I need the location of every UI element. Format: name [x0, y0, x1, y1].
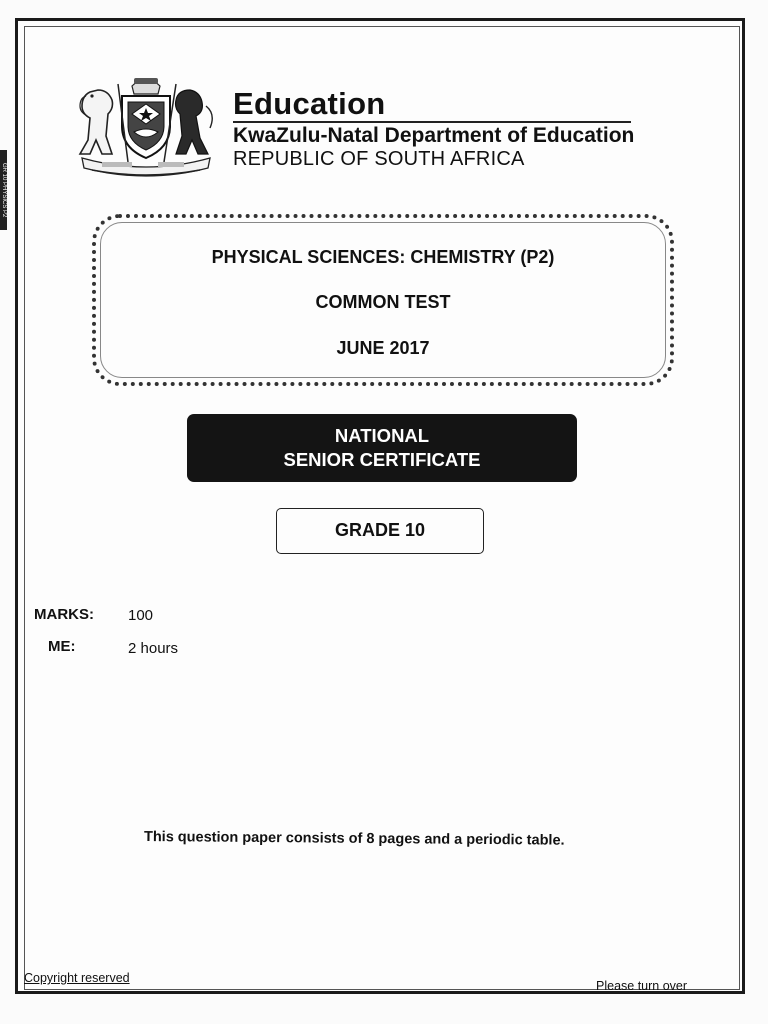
certificate-line-2: SENIOR CERTIFICATE: [283, 449, 481, 470]
side-tab-text: GR 10 PHYSICS P2: [1, 162, 7, 218]
page-count-note: This question paper consists of 8 pages and a periodic table.: [143, 829, 565, 849]
turn-over-notice: Please turn over: [596, 979, 688, 993]
side-tab: [0, 150, 7, 230]
certificate-banner: [187, 414, 577, 482]
coat-of-arms-icon: [72, 70, 220, 178]
test-date: JUNE 2017: [336, 338, 430, 358]
time-label: ME:: [48, 638, 76, 655]
copyright-notice: Copyright reserved: [24, 971, 130, 985]
grade-box: GRADE 10: [276, 508, 484, 554]
certificate-line-1: NATIONAL: [334, 425, 430, 446]
header-department: KwaZulu-Natal Department of Education: [233, 124, 635, 147]
marks-value: 100: [128, 607, 154, 624]
time-value: 2 hours: [128, 640, 179, 657]
header-rule: [233, 121, 631, 123]
subject-title: PHYSICAL SCIENCES: CHEMISTRY (P2): [211, 247, 555, 267]
header-title: Education: [233, 86, 386, 121]
header-country: REPUBLIC OF SOUTH AFRICA: [233, 148, 525, 170]
marks-label: MARKS:: [34, 606, 94, 623]
test-type: COMMON TEST: [315, 292, 451, 312]
